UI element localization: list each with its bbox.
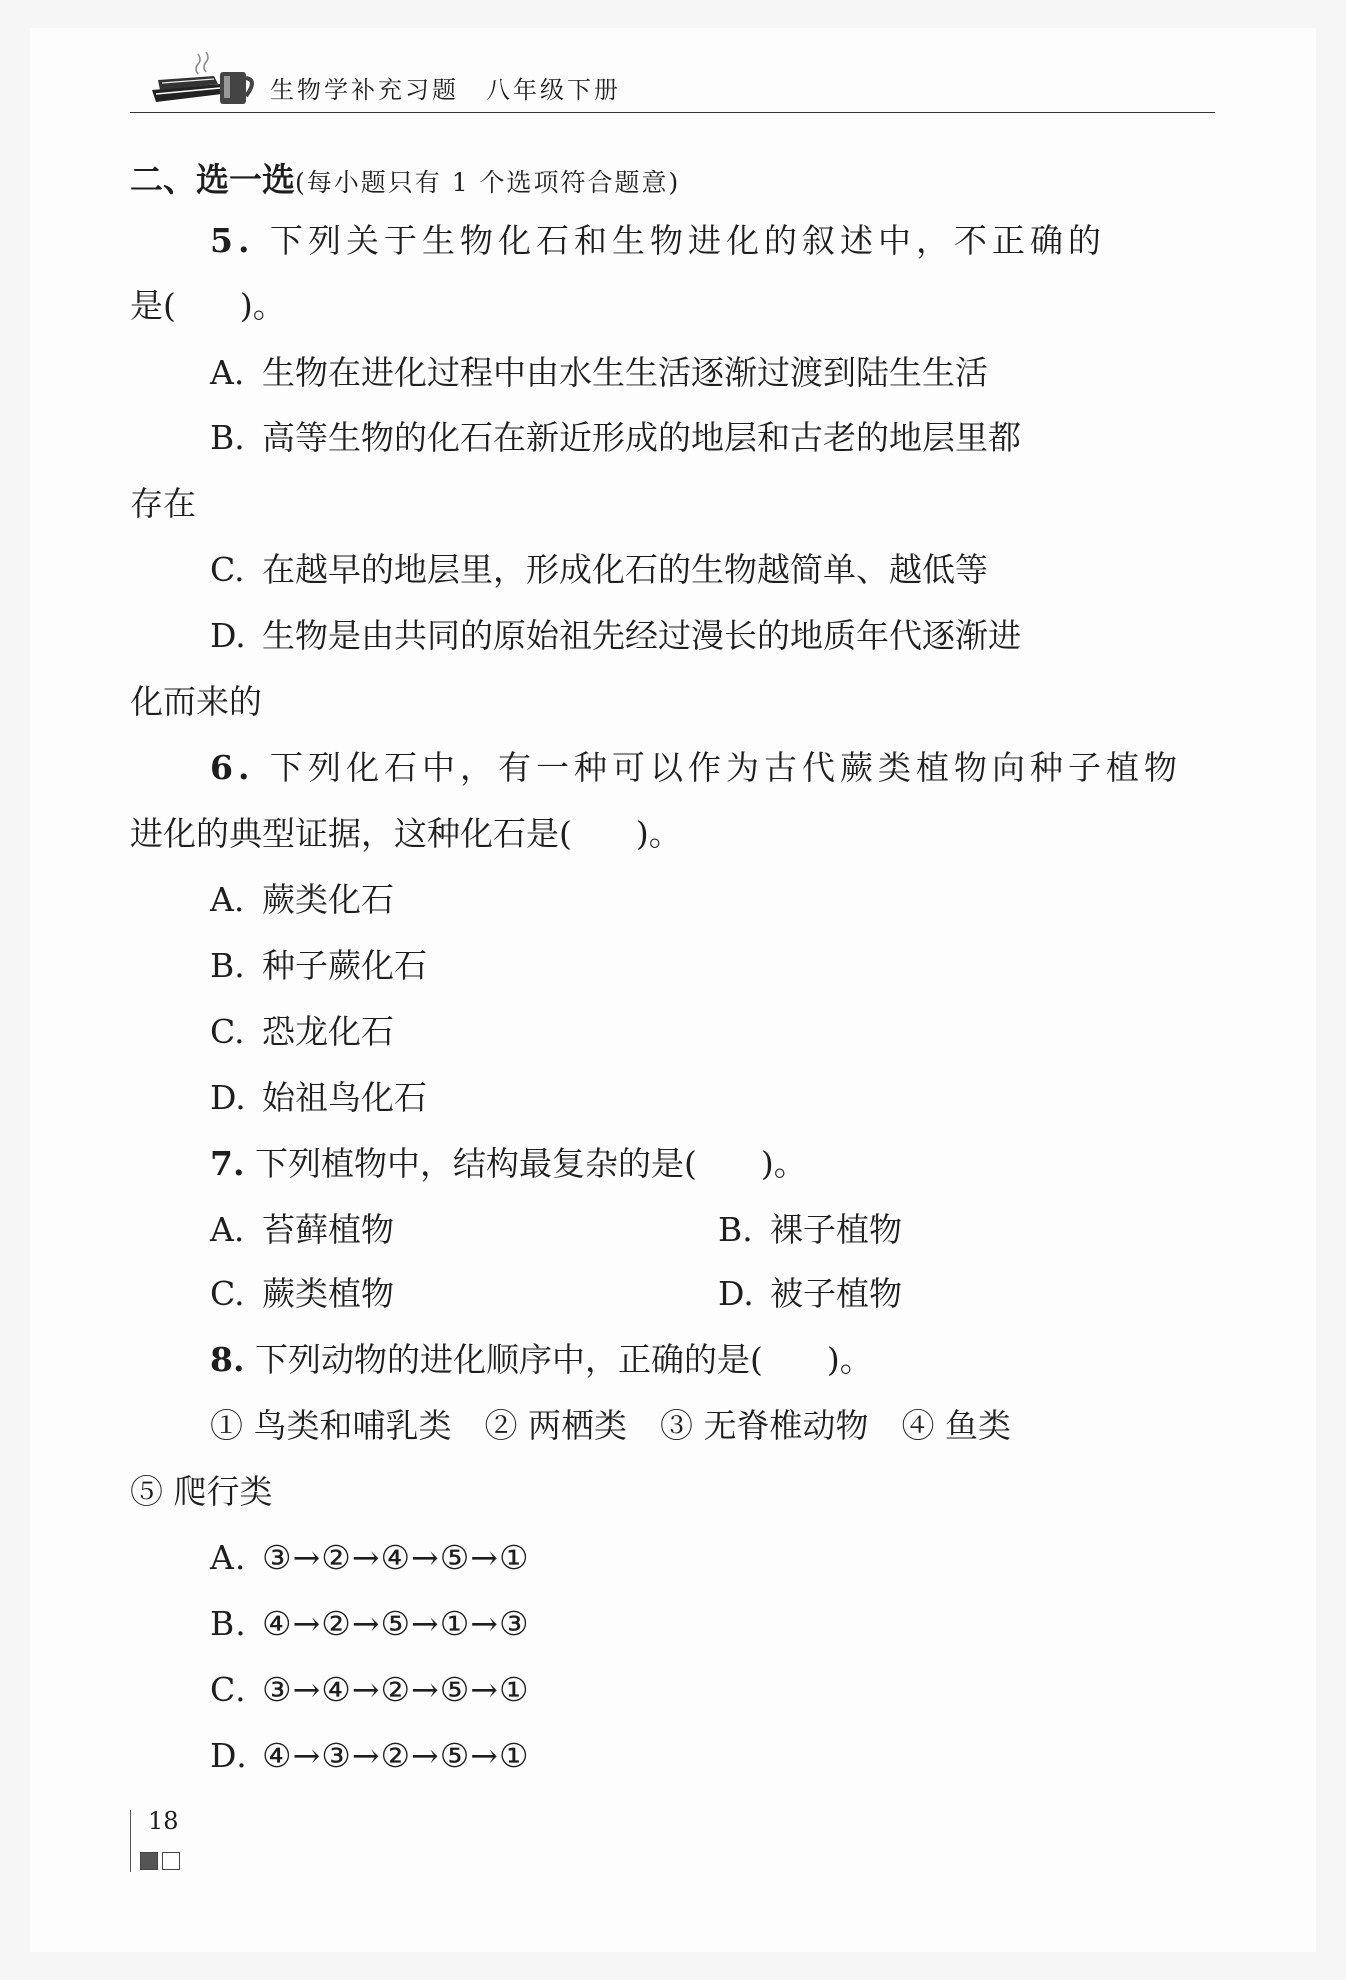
option-text: 种子蕨化石 bbox=[262, 946, 427, 985]
page-number: 18 bbox=[148, 1807, 179, 1835]
question-5-stem-cont bbox=[130, 286, 286, 326]
question-6-option-a bbox=[210, 880, 394, 920]
question-text: 下列植物中，结构最复杂的是( bbox=[254, 1144, 697, 1183]
option-text: 被子植物 bbox=[770, 1274, 902, 1313]
question-8-option-a bbox=[210, 1538, 530, 1578]
question-6-stem bbox=[210, 748, 1182, 788]
empty-square-icon bbox=[162, 1852, 180, 1870]
option-letter: A. bbox=[210, 1210, 245, 1249]
question-text-end: )。 bbox=[760, 1144, 807, 1183]
question-7-stem bbox=[210, 1144, 807, 1184]
option-text: ③→②→④→⑤→① bbox=[262, 1538, 530, 1577]
question-text-end: )。 bbox=[826, 1340, 873, 1379]
question-5-option-d bbox=[210, 616, 1021, 656]
question-5-option-d-cont: 化而来的 bbox=[130, 682, 262, 721]
question-7-option-a bbox=[210, 1210, 394, 1250]
option-letter: A. bbox=[210, 1538, 247, 1577]
option-text: ④→②→⑤→①→③ bbox=[262, 1604, 530, 1643]
question-5-option-b-cont: 存在 bbox=[130, 484, 196, 523]
question-text-cont: 进化的典型证据，这种化石是( bbox=[130, 814, 572, 853]
option-text: ④→③→②→⑤→① bbox=[262, 1736, 530, 1775]
option-text: 始祖鸟化石 bbox=[262, 1078, 427, 1117]
question-7-option-b bbox=[718, 1210, 902, 1250]
question-7-option-d bbox=[718, 1274, 902, 1314]
option-letter: C. bbox=[210, 1274, 245, 1313]
option-letter: A. bbox=[210, 353, 245, 392]
question-8-option-c bbox=[210, 1670, 530, 1710]
page-header bbox=[130, 50, 1215, 115]
option-letter: C. bbox=[210, 550, 245, 589]
question-5-option-c bbox=[210, 550, 988, 590]
filled-square-icon bbox=[140, 1852, 158, 1870]
option-letter: D. bbox=[210, 616, 246, 655]
question-5-option-b bbox=[210, 418, 1021, 458]
question-7-option-c bbox=[210, 1274, 394, 1314]
question-number: 6. bbox=[210, 748, 255, 787]
question-6-option-b bbox=[210, 946, 427, 986]
option-text: 高等生物的化石在新近形成的地层和古老的地层里都 bbox=[262, 418, 1021, 457]
option-letter: C. bbox=[210, 1012, 245, 1051]
option-text: 苔藓植物 bbox=[262, 1210, 394, 1249]
option-text: 蕨类植物 bbox=[262, 1274, 394, 1313]
question-text-end: )。 bbox=[239, 286, 286, 325]
question-6-stem-cont bbox=[130, 814, 682, 854]
books-and-mug-icon bbox=[150, 50, 260, 110]
question-text: 下列动物的进化顺序中，正确的是( bbox=[254, 1340, 763, 1379]
section-title: 二、选一选 bbox=[130, 160, 295, 199]
option-text: ③→④→②→⑤→① bbox=[262, 1670, 530, 1709]
question-5-option-a bbox=[210, 353, 988, 393]
question-text-end: )。 bbox=[635, 814, 682, 853]
option-letter: B. bbox=[718, 1210, 753, 1249]
question-5-stem bbox=[210, 221, 1106, 261]
question-6-option-c bbox=[210, 1012, 394, 1052]
option-text: 生物是由共同的原始祖先经过漫长的地质年代逐渐进 bbox=[262, 616, 1021, 655]
question-text: 下列关于生物化石和生物进化的叙述中，不正确的 bbox=[269, 221, 1106, 260]
option-letter: C. bbox=[210, 1670, 247, 1709]
option-letter: B. bbox=[210, 418, 245, 457]
question-number: 8. bbox=[210, 1340, 245, 1379]
option-letter: D. bbox=[718, 1274, 754, 1313]
question-8-option-b bbox=[210, 1604, 530, 1644]
option-letter: D. bbox=[210, 1736, 248, 1775]
option-text: 恐龙化石 bbox=[262, 1012, 394, 1051]
option-text: 裸子植物 bbox=[770, 1210, 902, 1249]
section-note: (每小题只有 1 个选项符合题意) bbox=[295, 168, 681, 197]
option-letter: A. bbox=[210, 880, 245, 919]
header-divider bbox=[130, 112, 1215, 113]
section-heading bbox=[130, 160, 680, 203]
question-number: 5. bbox=[210, 221, 255, 260]
question-8-stem bbox=[210, 1340, 873, 1380]
option-letter: B. bbox=[210, 1604, 247, 1643]
question-number: 7. bbox=[210, 1144, 245, 1183]
option-text: 蕨类化石 bbox=[262, 880, 394, 919]
footer-divider bbox=[130, 1810, 131, 1872]
question-6-option-d bbox=[210, 1078, 427, 1118]
option-letter: D. bbox=[210, 1078, 246, 1117]
question-text-cont: 是( bbox=[130, 286, 176, 325]
question-8-items: ① 鸟类和哺乳类 ② 两栖类 ③ 无脊椎动物 ④ 鱼类 bbox=[210, 1406, 1011, 1445]
header-title: 生物学补充习题 八年级下册 bbox=[270, 76, 621, 104]
question-text: 下列化石中，有一种可以作为古代蕨类植物向种子植物 bbox=[269, 748, 1182, 787]
question-8-option-d bbox=[210, 1736, 530, 1776]
question-8-items-cont: ⑤ 爬行类 bbox=[130, 1472, 273, 1511]
option-text: 在越早的地层里，形成化石的生物越简单、越低等 bbox=[262, 550, 988, 589]
option-letter: B. bbox=[210, 946, 245, 985]
option-text: 生物在进化过程中由水生生活逐渐过渡到陆生生活 bbox=[262, 353, 988, 392]
